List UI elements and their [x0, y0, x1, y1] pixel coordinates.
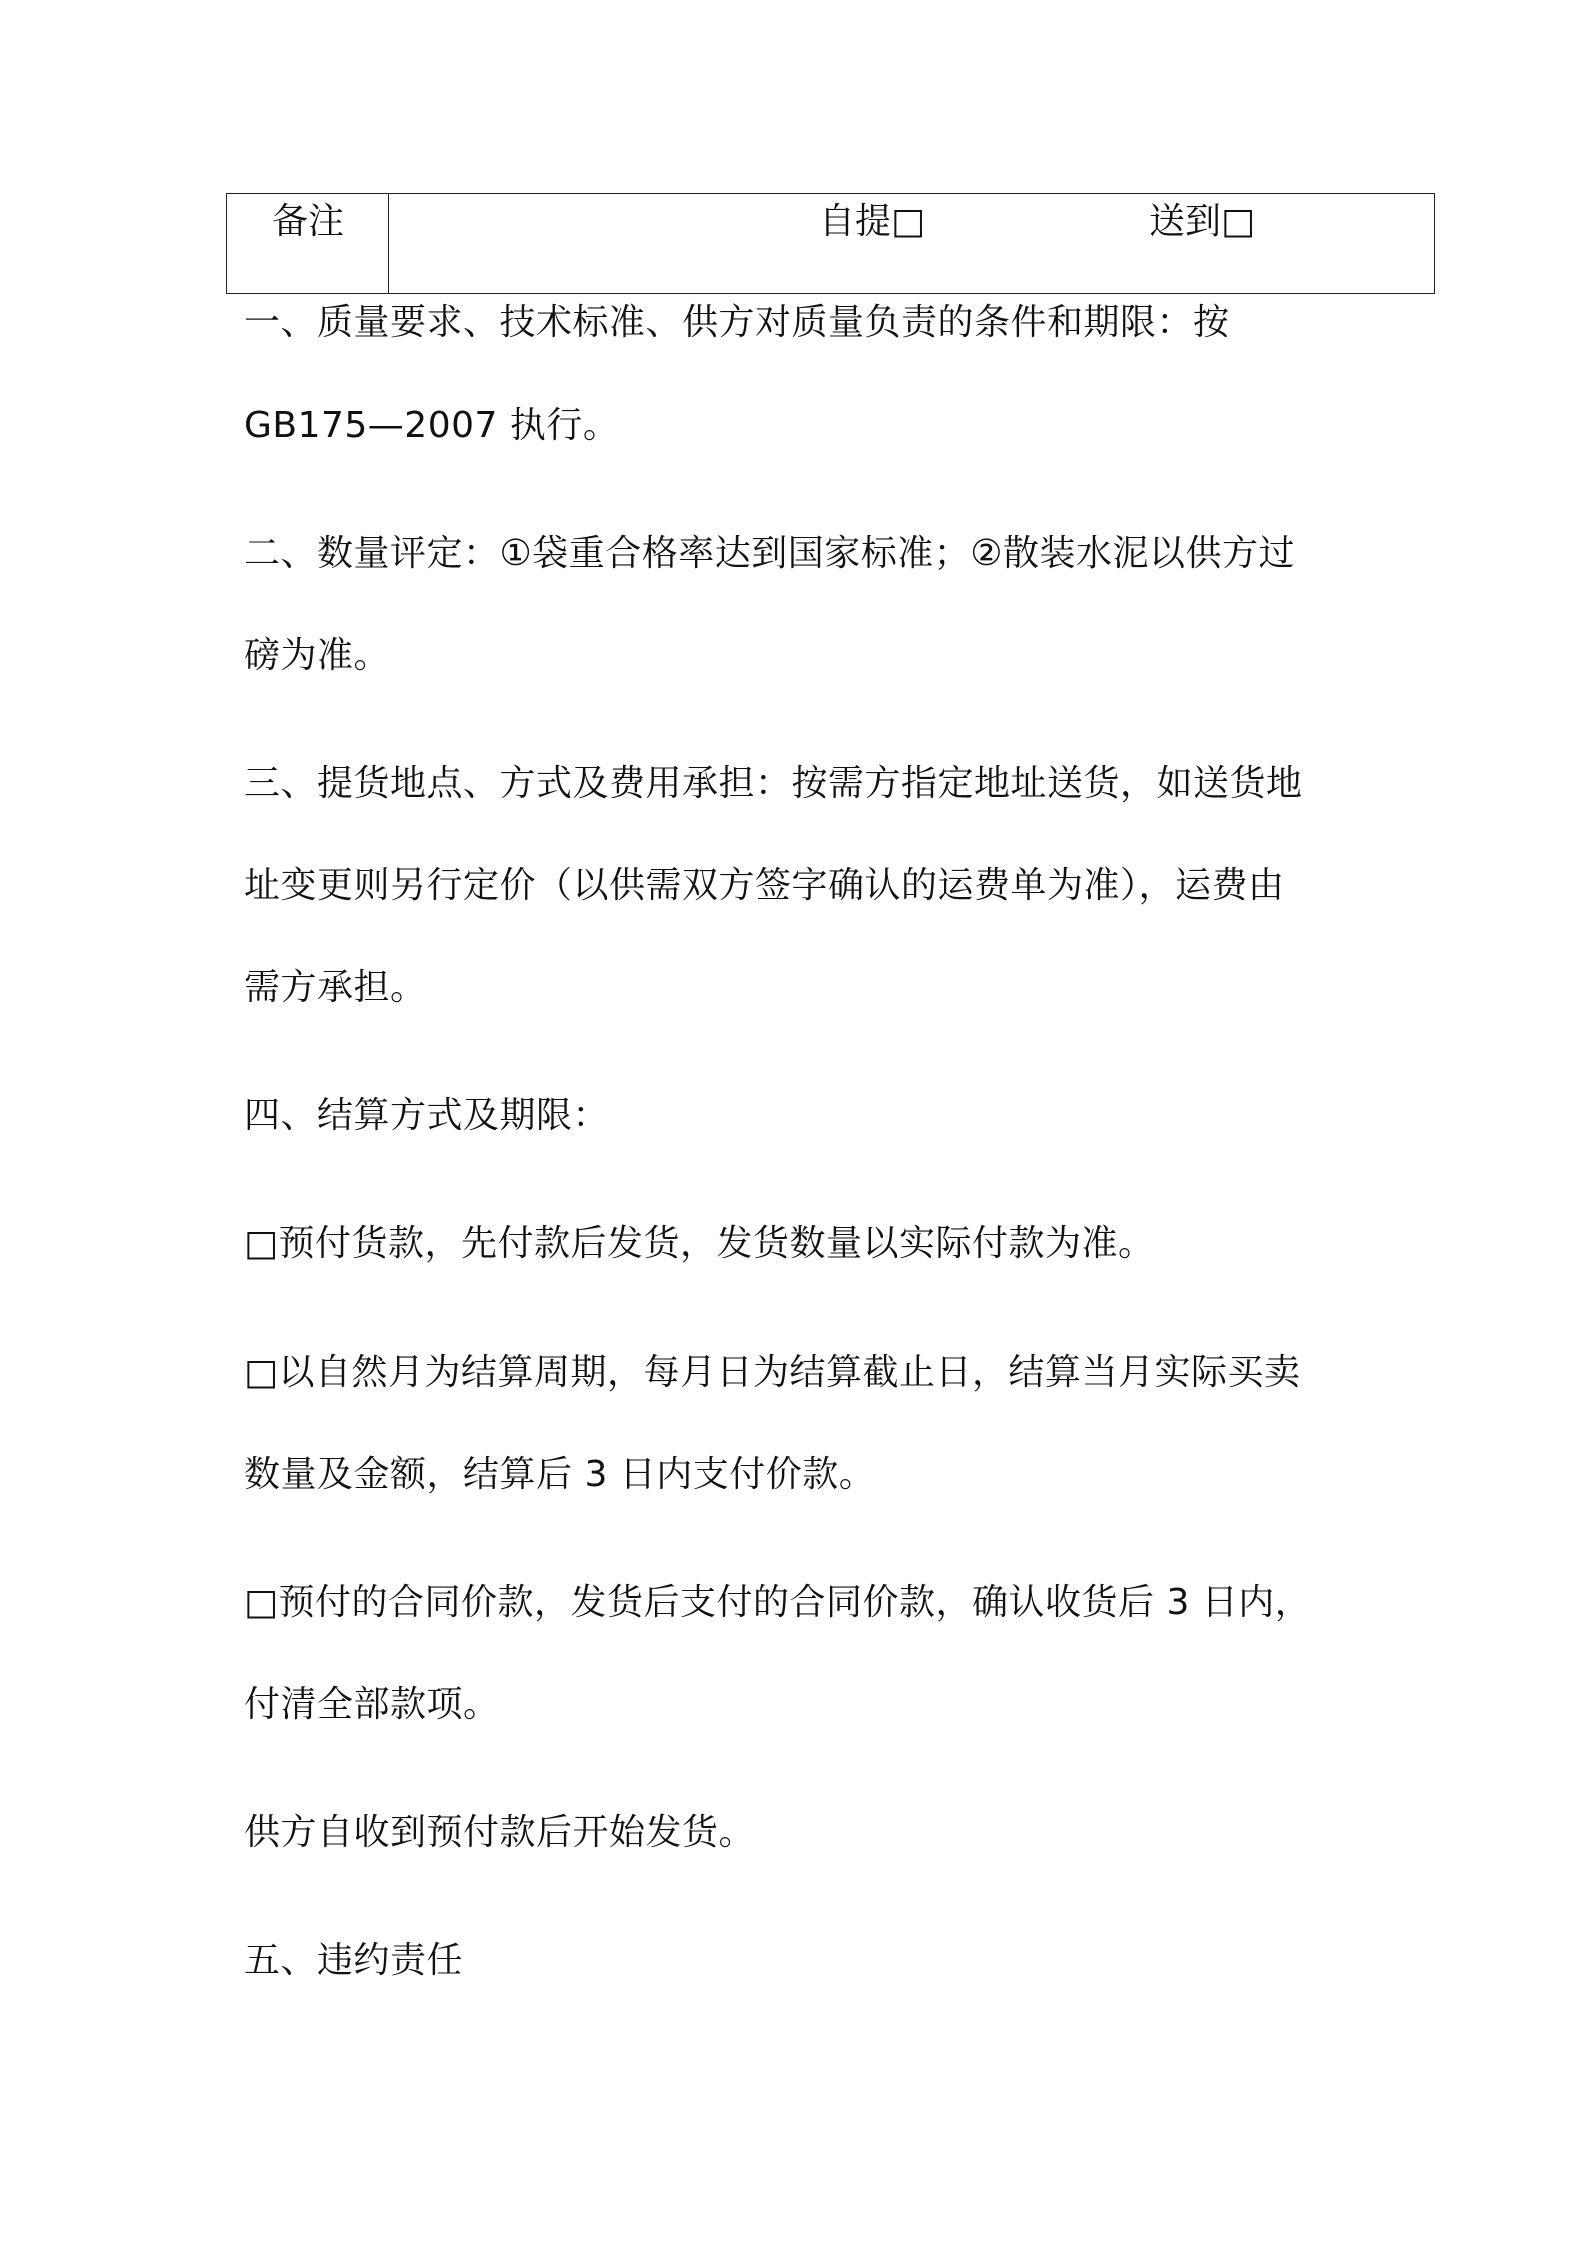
settlement-option-monthly-line-1: □以自然月为结算周期，每月日为结算截止日，结算当月实际买卖 — [244, 1352, 1301, 1393]
self-pickup-option: 自提□ — [819, 201, 926, 242]
remark-table — [226, 193, 1435, 294]
shipment-start-note: 供方自收到预付款后开始发货。 — [244, 1812, 756, 1853]
clause-1-quality-line-2: GB175—2007 执行。 — [244, 405, 620, 446]
remark-label: 备注 — [272, 201, 345, 242]
clause-5-liability-heading: 五、违约责任 — [244, 1940, 464, 1981]
clause-3-delivery-line-2: 址变更则另行定价（以供需双方签字确认的运费单为准），运费由 — [244, 865, 1285, 906]
clause-3-delivery-line-1: 三、提货地点、方式及费用承担：按需方指定地址送货，如送货地 — [244, 763, 1303, 804]
remark-label-cell — [227, 194, 389, 293]
delivery-option: 送到□ — [1149, 201, 1256, 242]
clause-1-quality-line-1: 一、质量要求、技术标准、供方对质量负责的条件和期限：按 — [244, 302, 1230, 343]
settlement-option-contract-line-1: □预付的合同价款，发货后支付的合同价款，确认收货后 3 日内， — [244, 1582, 1312, 1623]
clause-2-quantity-line-1: 二、数量评定：①袋重合格率达到国家标准；②散装水泥以供方过 — [244, 533, 1296, 574]
settlement-option-prepay: □预付货款，先付款后发货，发货数量以实际付款为准。 — [244, 1223, 1155, 1264]
clause-3-delivery-line-3: 需方承担。 — [244, 967, 427, 1008]
clause-2-quantity-line-2: 磅为准。 — [244, 635, 391, 676]
clause-4-settlement-heading: 四、结算方式及期限： — [244, 1095, 610, 1136]
settlement-option-monthly-line-2: 数量及金额，结算后 3 日内支付价款。 — [244, 1454, 876, 1495]
settlement-option-contract-line-2: 付清全部款项。 — [244, 1684, 500, 1725]
